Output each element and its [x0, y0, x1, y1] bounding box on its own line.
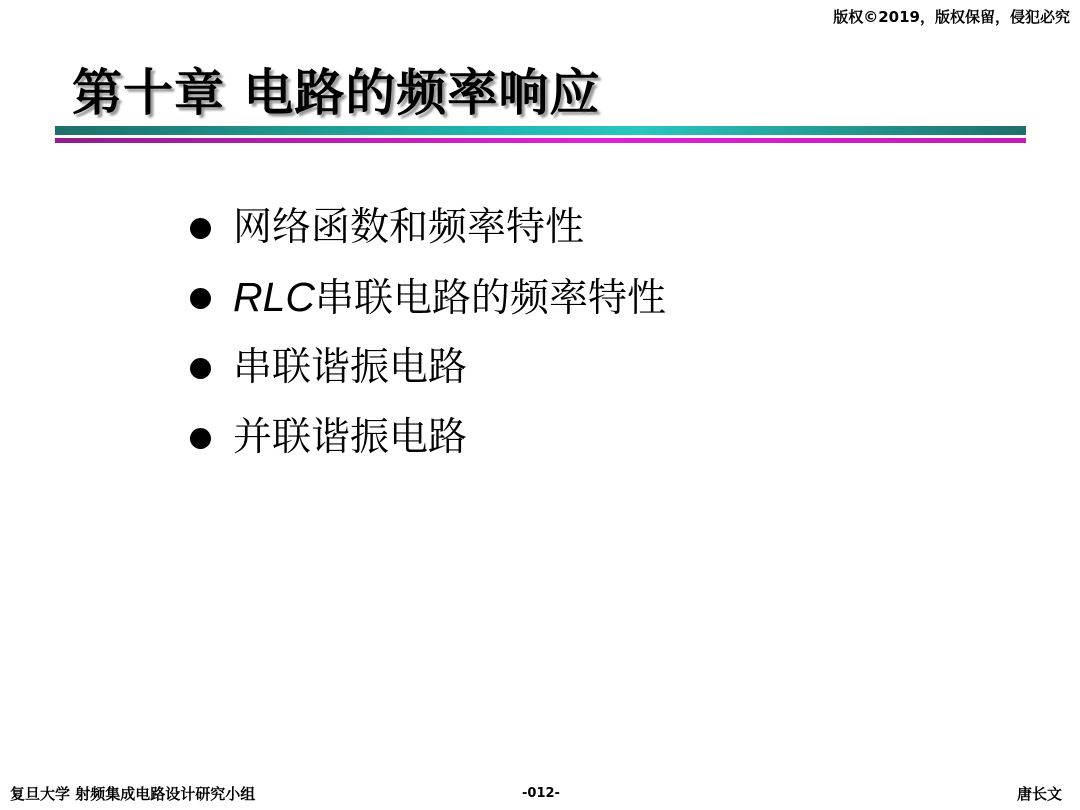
- bullet-item: [190, 333, 666, 403]
- bullet-text: 串联电路的频率特性: [315, 276, 667, 321]
- bullet-item: [190, 403, 666, 473]
- bullet-dot-icon: [190, 358, 211, 379]
- bullet-dot-icon: [190, 218, 211, 239]
- bullet-text: 并联谐振电路: [233, 415, 468, 460]
- footer-author: 唐长文: [1016, 785, 1062, 803]
- bullet-prefix: RLC: [233, 274, 316, 320]
- bullet-text-rlc: [233, 273, 666, 323]
- slide-title: 第十章 电路的频率响应: [72, 63, 601, 122]
- copyright-notice: 版权©2019，版权保留，侵犯必究: [833, 8, 1070, 26]
- bullet-text: 串联谐振电路: [233, 345, 468, 390]
- title-underline-teal: [55, 126, 1026, 135]
- footer-organization: 复旦大学 射频集成电路设计研究小组: [10, 785, 256, 803]
- bullet-dot-icon: [190, 288, 211, 309]
- bullet-item: [190, 263, 666, 333]
- page-number: -012-: [522, 786, 560, 801]
- bullet-dot-icon: [190, 428, 211, 449]
- bullet-list: [190, 193, 666, 473]
- title-underline-magenta: [55, 138, 1026, 143]
- bullet-text: 网络函数和频率特性: [233, 205, 585, 250]
- bullet-item: [190, 193, 666, 263]
